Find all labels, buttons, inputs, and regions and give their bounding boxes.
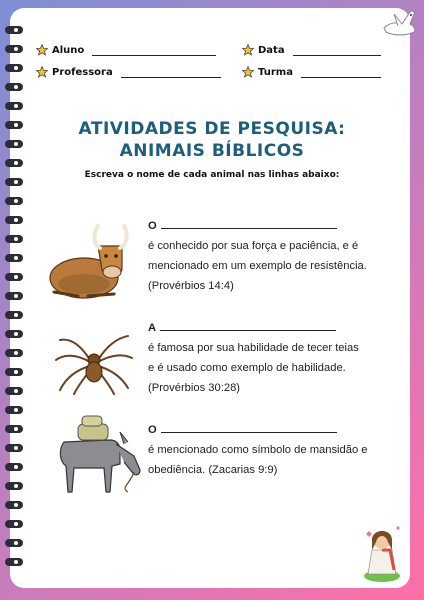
date-label: Data (258, 44, 285, 56)
spider-icon (52, 330, 136, 396)
question-3 (148, 420, 368, 480)
class-line[interactable] (301, 67, 381, 78)
donkey-icon (54, 414, 144, 496)
question-3-text: é mencionado como símbolo de mansidão e obediência. (Zacarias 9:9) (148, 444, 368, 476)
date-field (242, 44, 381, 56)
star-icon (36, 44, 48, 56)
page-title (0, 118, 424, 162)
star-icon (36, 66, 48, 78)
question-1 (148, 216, 368, 296)
dove-icon (380, 6, 418, 40)
teacher-field (36, 66, 221, 78)
title-line-1: ATIVIDADES DE PESQUISA: (78, 119, 346, 139)
question-1-text: é conhecido por sua força e paciência, e é mencionado em um exemplo de resistência. (Provérbios 14:4) (148, 240, 367, 292)
question-1-article: O (148, 220, 157, 232)
question-3-answer-line[interactable] (161, 420, 337, 433)
question-3-article: O (148, 424, 157, 436)
star-icon (242, 44, 254, 56)
jesus-character-icon (360, 520, 404, 584)
teacher-line[interactable] (121, 67, 221, 78)
question-2-article: A (148, 322, 157, 334)
question-2 (148, 318, 368, 398)
student-label: Aluno (52, 44, 85, 56)
question-2-text: é famosa por sua habilidade de tecer teias e é usado como exemplo de habilidade. (Provérbios 30:28) (148, 342, 359, 394)
class-label: Turma (258, 66, 293, 78)
class-field (242, 66, 381, 78)
teacher-label: Professora (52, 66, 113, 78)
title-line-2: ANIMAIS BÍBLICOS (119, 141, 305, 161)
ox-icon (48, 222, 140, 304)
date-line[interactable] (293, 45, 381, 56)
instruction-text: Escreva o nome de cada animal nas linhas abaixo: (84, 170, 340, 180)
question-1-answer-line[interactable] (161, 216, 337, 229)
question-2-answer-line[interactable] (160, 318, 336, 331)
star-icon (242, 66, 254, 78)
student-field (36, 44, 216, 56)
student-line[interactable] (92, 45, 216, 56)
